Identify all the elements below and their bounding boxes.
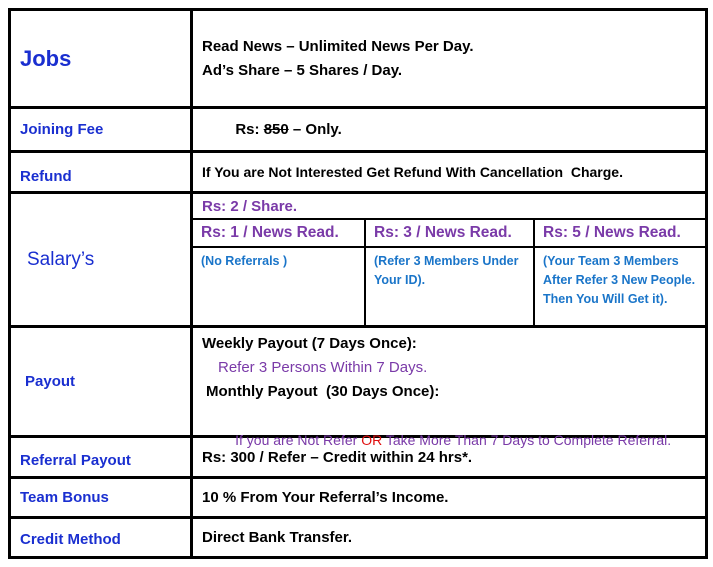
plan-details-table — [8, 8, 708, 559]
row-label-team-bonus: Team Bonus — [11, 479, 193, 516]
joining-fee-prefix: Rs: — [235, 121, 264, 138]
salary-share-rate: Rs: 2 / Share. — [193, 194, 705, 220]
salary-column-3 — [535, 220, 705, 325]
weekly-payout-detail: Refer 3 Persons Within 7 Days. — [218, 359, 428, 376]
jobs-value — [193, 11, 705, 106]
row-team-bonus — [11, 479, 705, 519]
monthly-payout-detail: If you are Not Refer OR Take More Than 7 Days to Complete Referral. — [235, 432, 672, 448]
row-label-joining-fee: Joining Fee — [11, 109, 193, 150]
weekly-payout-title: Weekly Payout (7 Days Once): — [202, 335, 417, 352]
joining-fee-struck-amount: 850 — [263, 121, 289, 138]
salary-note-3: (Your Team 3 Members After Refer 3 New People. Then You Will Get it). — [543, 254, 696, 306]
row-label-jobs: Jobs — [11, 11, 193, 106]
row-label-refund: Refund — [11, 153, 193, 191]
joining-fee-suffix: – Only. — [288, 121, 342, 138]
credit-method-value: Direct Bank Transfer. — [202, 529, 353, 546]
row-referral-payout — [11, 438, 705, 479]
row-refund — [11, 153, 705, 194]
salary-rate-2: Rs: 3 / News Read. — [366, 220, 533, 248]
salary-note-2: (Refer 3 Members Under Your ID). — [374, 254, 519, 287]
jobs-line-share: Ad’s Share – 5 Shares / Day. — [202, 61, 403, 79]
monthly-payout-or: OR — [361, 432, 383, 448]
salary-note-1: (No Referrals ) — [201, 254, 288, 268]
payout-value — [193, 328, 705, 448]
team-bonus-value: 10 % From Your Referral’s Income. — [202, 489, 449, 506]
salary-rate-3: Rs: 5 / News Read. — [535, 220, 705, 248]
monthly-payout-title: Monthly Payout (30 Days Once): — [206, 383, 440, 400]
row-jobs — [11, 11, 705, 109]
joining-fee-value — [193, 109, 705, 150]
row-label-payout: Payout — [11, 328, 193, 435]
row-payout — [11, 328, 705, 448]
row-credit-method — [11, 519, 705, 556]
row-label-credit-method: Credit Method — [11, 519, 193, 556]
row-salary — [11, 194, 705, 328]
salary-column-2 — [366, 220, 535, 325]
row-label-referral-payout: Referral Payout — [11, 438, 193, 476]
row-label-salary: Salary’s — [11, 194, 193, 325]
referral-payout-value: Rs: 300 / Refer – Credit within 24 hrs*. — [202, 448, 473, 466]
jobs-line-news: Read News – Unlimited News Per Day. — [202, 37, 474, 55]
row-joining-fee — [11, 109, 705, 153]
salary-column-1 — [193, 220, 366, 325]
refund-value: If You are Not Interested Get Refund With Cancellation Charge. — [202, 164, 623, 180]
salary-rate-1: Rs: 1 / News Read. — [193, 220, 364, 248]
